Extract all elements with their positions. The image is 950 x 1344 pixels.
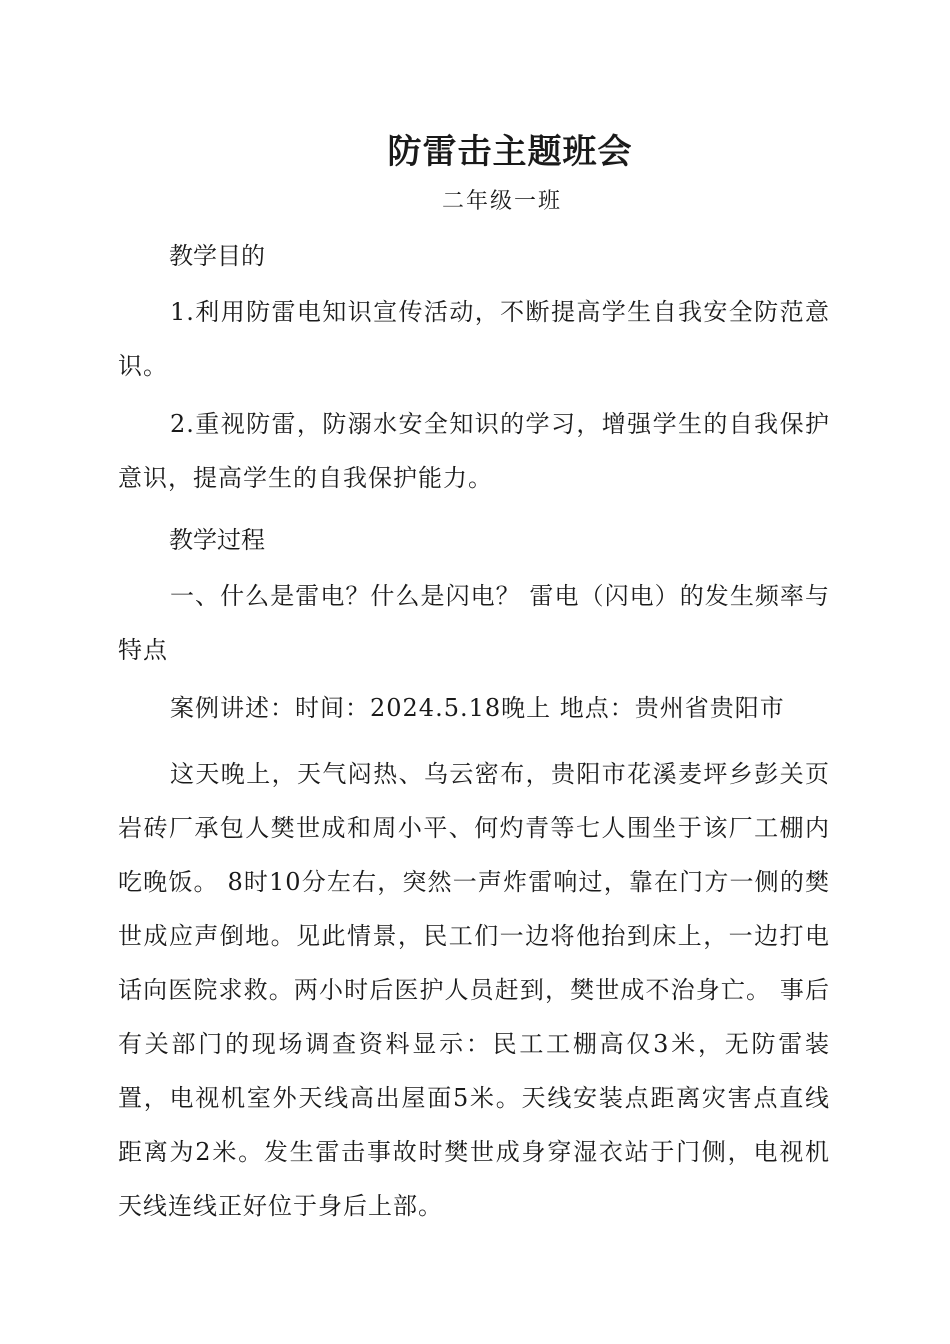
process-paragraph-1: 一、什么是雷电？什么是闪电？ 雷电（闪电）的发生频率与特点 — [118, 582, 830, 664]
objective-paragraph-2: 2.重视防雷，防溺水安全知识的学习，增强学生的自我保护意识，提高学生的自我保护能力。 — [118, 410, 830, 492]
objective-paragraph-1: 1.利用防雷电知识宣传活动，不断提高学生自我安全防范意识。 — [118, 298, 830, 380]
case-story-paragraph: 这天晚上，天气闷热、乌云密布，贵阳市花溪麦坪乡彭关页岩砖厂承包人樊世成和周小平、何灼青等七人围坐于该厂工棚内吃晚饭。 8时10分左右，突然一声炸雷响过，靠在门方一侧的樊世成应声倒地。见此情景，民工们一边将他抬到床上，一边打电话向医院求救。两小时后医护人员赶到，樊世成不治身亡。 事后有关部门的现场调查资料显示：民工工棚高仅3米，无防雷装置，电视机室外天线高出屋面5米。天线安装点距离灾害点直线距离为2米。发生雷击事故时樊世成身穿湿衣站于门侧，电视机天线连线正好位于身后上部。 — [118, 760, 830, 1220]
section-heading-process: 教学过程 — [169, 526, 265, 554]
document-subtitle: 二年级一班 — [441, 189, 562, 214]
case-intro-paragraph: 案例讲述：时间：2024.5.18晚上 地点：贵州省贵阳市 — [170, 694, 785, 722]
document-title: 防雷击主题班会 — [387, 132, 633, 172]
section-heading-objectives: 教学目的 — [169, 242, 265, 270]
